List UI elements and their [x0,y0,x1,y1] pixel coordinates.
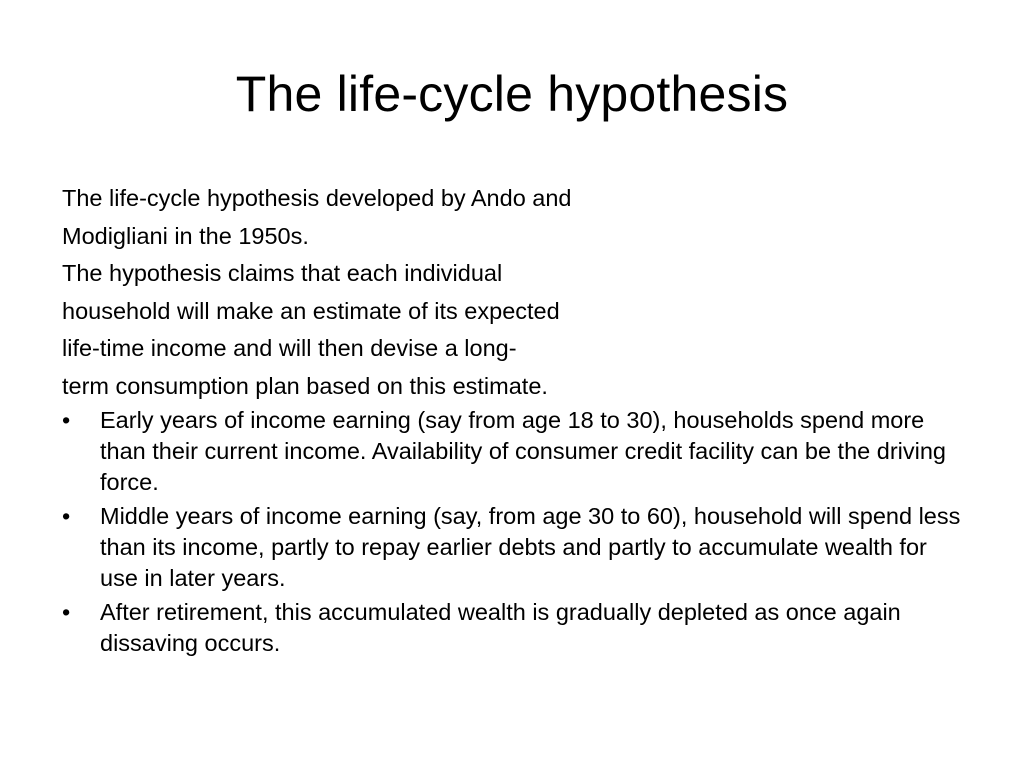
slide-title: The life-cycle hypothesis [235,66,789,122]
bullet-text: Middle years of income earning (say, from age 30 to 60), household will spend less than its income, partly to repay earlier debts and partly to accumulate wealth for use in later years. [100,503,961,591]
intro-line: The life-cycle hypothesis developed by Ando and [62,185,572,211]
intro-line: term consumption plan based on this estimate. [62,372,548,399]
bullet-text: After retirement, this accumulated wealth is gradually depleted as once again dissaving occurs. [100,599,901,656]
list-item [62,597,962,659]
intro-line: Modigliani in the 1950s. [62,222,309,249]
list-item [62,501,962,594]
intro-line: life-time income and will then devise a long- [62,335,517,361]
bullet-text: Early years of income earning (say from age 18 to 30), households spend more than their current income. Availability of consumer credit facility can be the driving force. [100,407,946,495]
intro-paragraph [62,180,962,405]
bullet-list [62,405,962,659]
list-item [62,405,962,498]
intro-line: household will make an estimate of its expected [62,297,560,324]
bullet-dot-icon: • [62,599,71,625]
intro-line: The hypothesis claims that each individual [62,260,503,286]
bullet-dot-icon: • [62,407,71,433]
bullet-dot-icon: • [62,503,71,529]
slide-body [62,180,962,662]
